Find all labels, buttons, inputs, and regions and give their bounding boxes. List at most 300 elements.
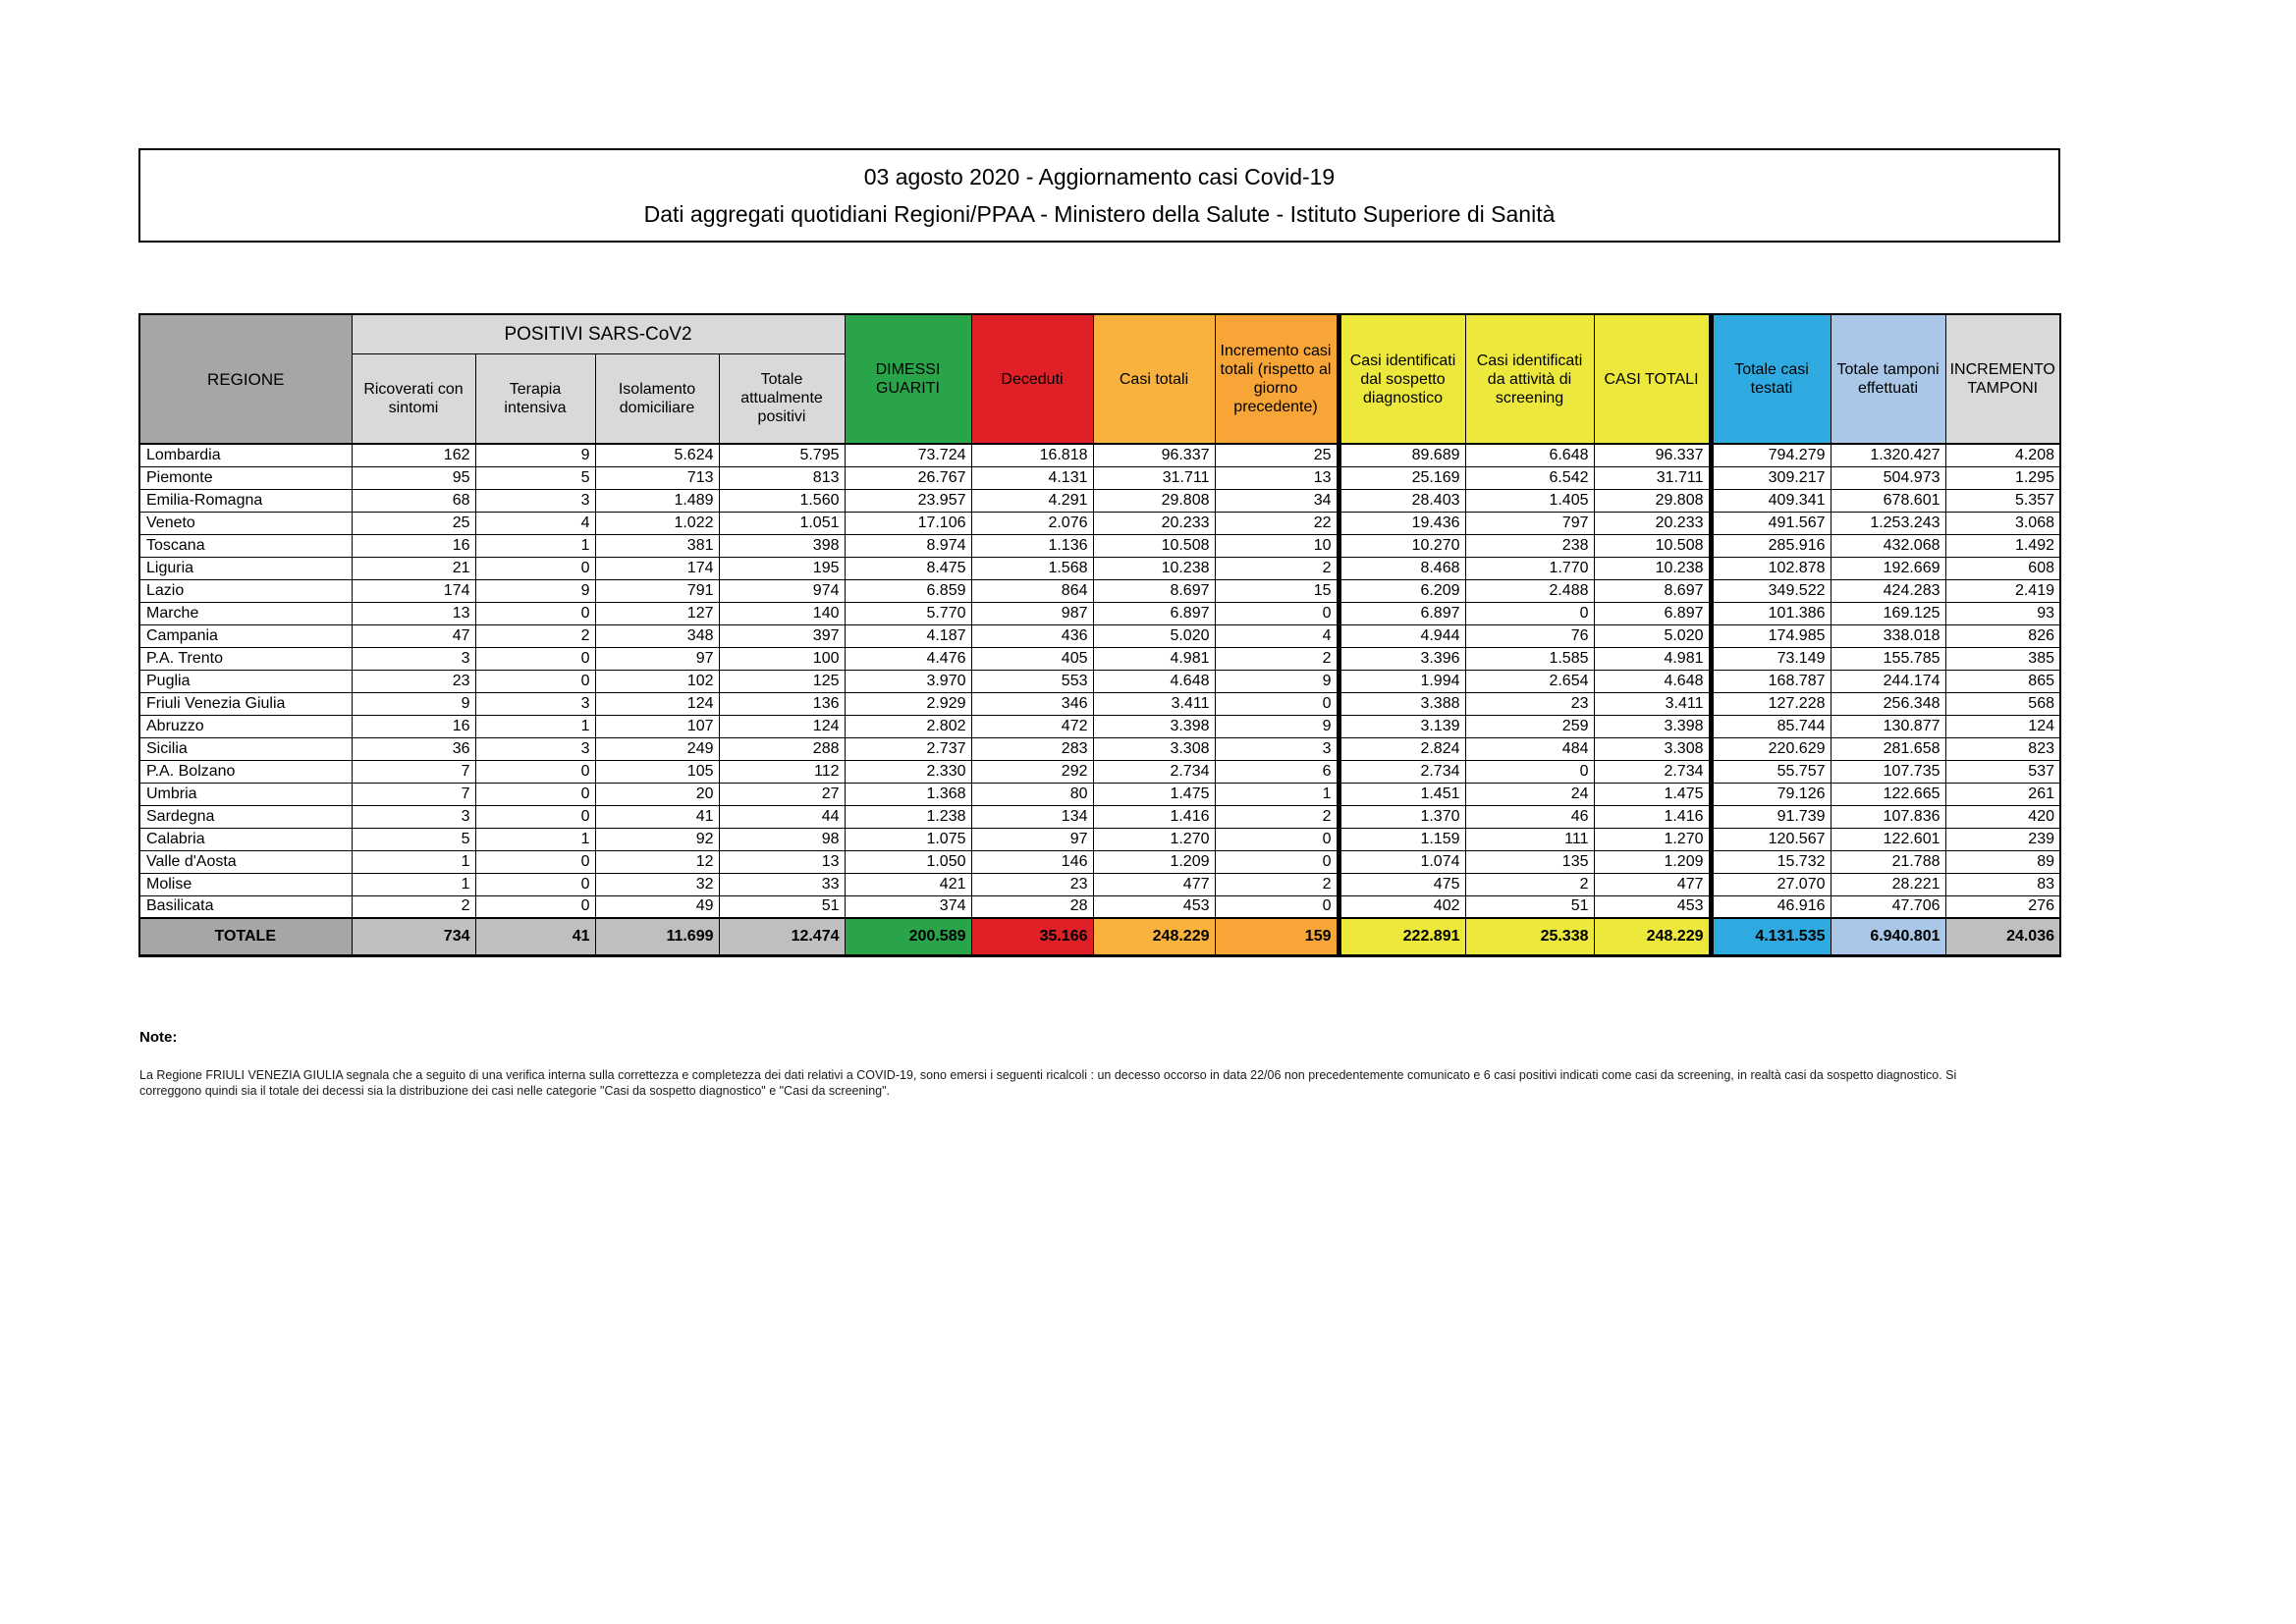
value-cell: 23	[1465, 692, 1594, 715]
value-cell: 1.050	[845, 850, 971, 873]
header-group-row	[139, 314, 2060, 353]
value-cell: 3.411	[1594, 692, 1711, 715]
value-cell: 4	[1215, 624, 1339, 647]
region-name: Friuli Venezia Giulia	[139, 692, 352, 715]
value-cell: 6.542	[1465, 466, 1594, 489]
region-name: P.A. Trento	[139, 647, 352, 670]
value-cell: 124	[595, 692, 719, 715]
table-row	[139, 715, 2060, 737]
col-header-casi-totali: Casi totali	[1093, 314, 1215, 444]
value-cell: 3.308	[1093, 737, 1215, 760]
value-cell: 1.320.427	[1831, 444, 1945, 466]
value-cell: 0	[475, 873, 595, 895]
value-cell: 5.795	[719, 444, 845, 466]
value-cell: 17.106	[845, 512, 971, 534]
table-row	[139, 602, 2060, 624]
value-cell: 1.253.243	[1831, 512, 1945, 534]
value-cell: 101.386	[1711, 602, 1831, 624]
value-cell: 107	[595, 715, 719, 737]
value-cell: 80	[971, 783, 1093, 805]
value-cell: 6.897	[1339, 602, 1465, 624]
value-cell: 3.411	[1093, 692, 1215, 715]
value-cell: 0	[1215, 602, 1339, 624]
value-cell: 10.238	[1093, 557, 1215, 579]
title-box	[138, 148, 2060, 243]
value-cell: 4	[475, 512, 595, 534]
value-cell: 0	[475, 647, 595, 670]
value-cell: 2	[352, 895, 475, 918]
value-cell: 5.020	[1594, 624, 1711, 647]
col-header-isolamento-domiciliare: Isolamento domiciliare	[595, 353, 719, 444]
value-cell: 33	[719, 873, 845, 895]
col-group-positivi-sars-cov2: POSITIVI SARS-CoV2	[352, 314, 845, 353]
value-cell: 420	[1945, 805, 2060, 828]
value-cell: 105	[595, 760, 719, 783]
value-cell: 23	[352, 670, 475, 692]
value-cell: 28.403	[1339, 489, 1465, 512]
value-cell: 6.859	[845, 579, 971, 602]
value-cell: 10.270	[1339, 534, 1465, 557]
region-name: Abruzzo	[139, 715, 352, 737]
value-cell: 823	[1945, 737, 2060, 760]
col-header-ricoverati-con-sintomi: Ricoverati con sintomi	[352, 353, 475, 444]
value-cell: 3	[475, 737, 595, 760]
region-name: Liguria	[139, 557, 352, 579]
table-row	[139, 805, 2060, 828]
value-cell: 34	[1215, 489, 1339, 512]
value-cell: 130.877	[1831, 715, 1945, 737]
value-cell: 97	[595, 647, 719, 670]
value-cell: 55.757	[1711, 760, 1831, 783]
value-cell: 96.337	[1093, 444, 1215, 466]
region-name: Campania	[139, 624, 352, 647]
value-cell: 865	[1945, 670, 2060, 692]
value-cell: 2.734	[1093, 760, 1215, 783]
value-cell: 25.338	[1465, 918, 1594, 955]
value-cell: 477	[1093, 873, 1215, 895]
value-cell: 8.974	[845, 534, 971, 557]
value-cell: 21	[352, 557, 475, 579]
value-cell: 349.522	[1711, 579, 1831, 602]
value-cell: 381	[595, 534, 719, 557]
value-cell: 1.416	[1093, 805, 1215, 828]
value-cell: 47.706	[1831, 895, 1945, 918]
value-cell: 1	[352, 873, 475, 895]
value-cell: 248.229	[1594, 918, 1711, 955]
value-cell: 1.270	[1594, 828, 1711, 850]
value-cell: 195	[719, 557, 845, 579]
table-row	[139, 512, 2060, 534]
value-cell: 4.944	[1339, 624, 1465, 647]
value-cell: 10.238	[1594, 557, 1711, 579]
table-row	[139, 873, 2060, 895]
value-cell: 89	[1945, 850, 2060, 873]
totale-row	[139, 918, 2060, 955]
value-cell: 9	[1215, 715, 1339, 737]
value-cell: 0	[475, 557, 595, 579]
value-cell: 9	[352, 692, 475, 715]
col-header-casi-screening: Casi identificati da attività di screening	[1465, 314, 1594, 444]
value-cell: 244.174	[1831, 670, 1945, 692]
col-header-totale-attualmente-positivi: Totale attualmente positivi	[719, 353, 845, 444]
value-cell: 16	[352, 534, 475, 557]
col-header-incremento-casi-totali: Incremento casi totali (rispetto al giorno precedente)	[1215, 314, 1339, 444]
value-cell: 424.283	[1831, 579, 1945, 602]
value-cell: 0	[1215, 692, 1339, 715]
value-cell: 7	[352, 783, 475, 805]
value-cell: 112	[719, 760, 845, 783]
value-cell: 159	[1215, 918, 1339, 955]
value-cell: 127.228	[1711, 692, 1831, 715]
col-header-casi-totali-identificati: CASI TOTALI	[1594, 314, 1711, 444]
value-cell: 292	[971, 760, 1093, 783]
value-cell: 432.068	[1831, 534, 1945, 557]
value-cell: 436	[971, 624, 1093, 647]
value-cell: 2	[475, 624, 595, 647]
value-cell: 249	[595, 737, 719, 760]
value-cell: 8.475	[845, 557, 971, 579]
value-cell: 0	[475, 895, 595, 918]
value-cell: 1.074	[1339, 850, 1465, 873]
col-header-deceduti: Deceduti	[971, 314, 1093, 444]
value-cell: 25	[352, 512, 475, 534]
value-cell: 1.451	[1339, 783, 1465, 805]
value-cell: 6.648	[1465, 444, 1594, 466]
value-cell: 346	[971, 692, 1093, 715]
value-cell: 2.419	[1945, 579, 2060, 602]
table-row	[139, 737, 2060, 760]
report-title: 03 agosto 2020 - Aggiornamento casi Covid-19	[863, 163, 1336, 189]
value-cell: 174.985	[1711, 624, 1831, 647]
value-cell: 95	[352, 466, 475, 489]
col-header-terapia-intensiva: Terapia intensiva	[475, 353, 595, 444]
value-cell: 734	[352, 918, 475, 955]
value-cell: 1.405	[1465, 489, 1594, 512]
region-name: Basilicata	[139, 895, 352, 918]
table-row	[139, 828, 2060, 850]
value-cell: 797	[1465, 512, 1594, 534]
value-cell: 8.697	[1594, 579, 1711, 602]
value-cell: 2.488	[1465, 579, 1594, 602]
value-cell: 2.734	[1594, 760, 1711, 783]
value-cell: 239	[1945, 828, 2060, 850]
value-cell: 51	[1465, 895, 1594, 918]
value-cell: 19.436	[1339, 512, 1465, 534]
value-cell: 5.357	[1945, 489, 2060, 512]
value-cell: 0	[475, 783, 595, 805]
value-cell: 1.475	[1594, 783, 1711, 805]
value-cell: 13	[1215, 466, 1339, 489]
value-cell: 0	[475, 805, 595, 828]
value-cell: 222.891	[1339, 918, 1465, 955]
value-cell: 5	[352, 828, 475, 850]
value-cell: 1.770	[1465, 557, 1594, 579]
value-cell: 713	[595, 466, 719, 489]
region-name: Sicilia	[139, 737, 352, 760]
value-cell: 2	[1215, 557, 1339, 579]
value-cell: 140	[719, 602, 845, 624]
value-cell: 32	[595, 873, 719, 895]
value-cell: 21.788	[1831, 850, 1945, 873]
region-name: Veneto	[139, 512, 352, 534]
value-cell: 259	[1465, 715, 1594, 737]
value-cell: 608	[1945, 557, 2060, 579]
value-cell: 73.724	[845, 444, 971, 466]
table-header	[139, 314, 2060, 444]
table-row	[139, 692, 2060, 715]
value-cell: 9	[475, 579, 595, 602]
value-cell: 10	[1215, 534, 1339, 557]
value-cell: 2.929	[845, 692, 971, 715]
value-cell: 89.689	[1339, 444, 1465, 466]
value-cell: 36	[352, 737, 475, 760]
value-cell: 7	[352, 760, 475, 783]
value-cell: 68	[352, 489, 475, 512]
value-cell: 25	[1215, 444, 1339, 466]
value-cell: 1	[352, 850, 475, 873]
value-cell: 24	[1465, 783, 1594, 805]
value-cell: 11.699	[595, 918, 719, 955]
value-cell: 6.897	[1594, 602, 1711, 624]
value-cell: 0	[1215, 850, 1339, 873]
value-cell: 6.940.801	[1831, 918, 1945, 955]
value-cell: 92	[595, 828, 719, 850]
value-cell: 3	[1215, 737, 1339, 760]
value-cell: 13	[719, 850, 845, 873]
value-cell: 2.737	[845, 737, 971, 760]
value-cell: 9	[475, 444, 595, 466]
value-cell: 3.068	[1945, 512, 2060, 534]
value-cell: 46	[1465, 805, 1594, 828]
value-cell: 26.767	[845, 466, 971, 489]
value-cell: 120.567	[1711, 828, 1831, 850]
value-cell: 453	[1594, 895, 1711, 918]
value-cell: 1.270	[1093, 828, 1215, 850]
region-name: Umbria	[139, 783, 352, 805]
value-cell: 261	[1945, 783, 2060, 805]
value-cell: 135	[1465, 850, 1594, 873]
value-cell: 4.131.535	[1711, 918, 1831, 955]
table-row	[139, 466, 2060, 489]
value-cell: 678.601	[1831, 489, 1945, 512]
table-row	[139, 850, 2060, 873]
region-name: Marche	[139, 602, 352, 624]
value-cell: 192.669	[1831, 557, 1945, 579]
value-cell: 491.567	[1711, 512, 1831, 534]
value-cell: 238	[1465, 534, 1594, 557]
value-cell: 348	[595, 624, 719, 647]
value-cell: 1.368	[845, 783, 971, 805]
value-cell: 79.126	[1711, 783, 1831, 805]
value-cell: 0	[475, 760, 595, 783]
value-cell: 27.070	[1711, 873, 1831, 895]
totale-label: TOTALE	[139, 918, 352, 955]
value-cell: 15	[1215, 579, 1339, 602]
value-cell: 472	[971, 715, 1093, 737]
value-cell: 484	[1465, 737, 1594, 760]
value-cell: 791	[595, 579, 719, 602]
value-cell: 10.508	[1594, 534, 1711, 557]
value-cell: 23	[971, 873, 1093, 895]
value-cell: 0	[475, 670, 595, 692]
table-row	[139, 783, 2060, 805]
value-cell: 22	[1215, 512, 1339, 534]
value-cell: 1.585	[1465, 647, 1594, 670]
value-cell: 987	[971, 602, 1093, 624]
value-cell: 283	[971, 737, 1093, 760]
value-cell: 402	[1339, 895, 1465, 918]
value-cell: 127	[595, 602, 719, 624]
value-cell: 3.396	[1339, 647, 1465, 670]
value-cell: 20.233	[1594, 512, 1711, 534]
value-cell: 385	[1945, 647, 2060, 670]
col-header-incremento-tamponi: INCREMENTO TAMPONI	[1945, 314, 2060, 444]
value-cell: 6	[1215, 760, 1339, 783]
value-cell: 3.970	[845, 670, 971, 692]
value-cell: 4.981	[1093, 647, 1215, 670]
value-cell: 169.125	[1831, 602, 1945, 624]
value-cell: 5.770	[845, 602, 971, 624]
value-cell: 288	[719, 737, 845, 760]
region-name: Sardegna	[139, 805, 352, 828]
covid-regions-table	[138, 313, 2061, 957]
table-row	[139, 579, 2060, 602]
value-cell: 124	[719, 715, 845, 737]
value-cell: 4.476	[845, 647, 971, 670]
value-cell: 421	[845, 873, 971, 895]
value-cell: 1.475	[1093, 783, 1215, 805]
value-cell: 256.348	[1831, 692, 1945, 715]
value-cell: 0	[1215, 895, 1339, 918]
value-cell: 20.233	[1093, 512, 1215, 534]
value-cell: 2	[1465, 873, 1594, 895]
value-cell: 8.468	[1339, 557, 1465, 579]
value-cell: 398	[719, 534, 845, 557]
value-cell: 3.398	[1093, 715, 1215, 737]
value-cell: 1.295	[1945, 466, 2060, 489]
value-cell: 2.734	[1339, 760, 1465, 783]
value-cell: 4.208	[1945, 444, 2060, 466]
value-cell: 31.711	[1093, 466, 1215, 489]
value-cell: 3	[352, 647, 475, 670]
value-cell: 111	[1465, 828, 1594, 850]
value-cell: 91.739	[1711, 805, 1831, 828]
value-cell: 200.589	[845, 918, 971, 955]
region-name: Lombardia	[139, 444, 352, 466]
value-cell: 1.560	[719, 489, 845, 512]
value-cell: 85.744	[1711, 715, 1831, 737]
value-cell: 309.217	[1711, 466, 1831, 489]
value-cell: 23.957	[845, 489, 971, 512]
region-name: Emilia-Romagna	[139, 489, 352, 512]
value-cell: 15.732	[1711, 850, 1831, 873]
value-cell: 405	[971, 647, 1093, 670]
value-cell: 281.658	[1831, 737, 1945, 760]
value-cell: 4.131	[971, 466, 1093, 489]
value-cell: 73.149	[1711, 647, 1831, 670]
table-row	[139, 760, 2060, 783]
value-cell: 475	[1339, 873, 1465, 895]
region-name: Piemonte	[139, 466, 352, 489]
value-cell: 1	[1215, 783, 1339, 805]
value-cell: 76	[1465, 624, 1594, 647]
value-cell: 1.370	[1339, 805, 1465, 828]
value-cell: 47	[352, 624, 475, 647]
value-cell: 2	[1215, 805, 1339, 828]
value-cell: 1	[475, 715, 595, 737]
value-cell: 3	[475, 489, 595, 512]
value-cell: 41	[595, 805, 719, 828]
value-cell: 6.209	[1339, 579, 1465, 602]
value-cell: 794.279	[1711, 444, 1831, 466]
value-cell: 1.075	[845, 828, 971, 850]
value-cell: 107.735	[1831, 760, 1945, 783]
value-cell: 338.018	[1831, 624, 1945, 647]
value-cell: 93	[1945, 602, 2060, 624]
value-cell: 102	[595, 670, 719, 692]
value-cell: 1.159	[1339, 828, 1465, 850]
value-cell: 1.416	[1594, 805, 1711, 828]
value-cell: 24.036	[1945, 918, 2060, 955]
notes-text: La Regione FRIULI VENEZIA GIULIA segnala che a seguito di una verifica interna sulla correttezza e completezza dei dati relativi a COVID-19, sono emersi i seguenti ricalcoli : un decesso occorso in data 22/06 non precedentemente comunicato e 6 casi positivi indicati come casi da screening, in realtà casi da sospetto diagnostico. Si correggono quindi sia il totale dei decessi sia la distribuzione dei casi nelle categorie "Casi da sospetto diagnostico" e "Casi da screening".	[139, 1068, 1957, 1098]
value-cell: 2.802	[845, 715, 971, 737]
value-cell: 12	[595, 850, 719, 873]
table-row	[139, 534, 2060, 557]
value-cell: 4.648	[1594, 670, 1711, 692]
value-cell: 1.489	[595, 489, 719, 512]
value-cell: 5	[475, 466, 595, 489]
value-cell: 537	[1945, 760, 2060, 783]
value-cell: 0	[475, 602, 595, 624]
value-cell: 0	[1465, 760, 1594, 783]
region-name: Valle d'Aosta	[139, 850, 352, 873]
col-header-casi-sospetto-diagnostico: Casi identificati dal sospetto diagnostico	[1339, 314, 1465, 444]
table-row	[139, 670, 2060, 692]
region-name: P.A. Bolzano	[139, 760, 352, 783]
value-cell: 2.654	[1465, 670, 1594, 692]
table-row	[139, 624, 2060, 647]
value-cell: 49	[595, 895, 719, 918]
value-cell: 100	[719, 647, 845, 670]
value-cell: 0	[1465, 602, 1594, 624]
value-cell: 146	[971, 850, 1093, 873]
value-cell: 409.341	[1711, 489, 1831, 512]
value-cell: 27	[719, 783, 845, 805]
value-cell: 125	[719, 670, 845, 692]
value-cell: 5.020	[1093, 624, 1215, 647]
value-cell: 1.492	[1945, 534, 2060, 557]
value-cell: 25.169	[1339, 466, 1465, 489]
value-cell: 1.136	[971, 534, 1093, 557]
value-cell: 46.916	[1711, 895, 1831, 918]
value-cell: 4.187	[845, 624, 971, 647]
value-cell: 2.824	[1339, 737, 1465, 760]
table-row	[139, 444, 2060, 466]
value-cell: 220.629	[1711, 737, 1831, 760]
value-cell: 285.916	[1711, 534, 1831, 557]
value-cell: 13	[352, 602, 475, 624]
col-header-dimessi-guariti: DIMESSI GUARITI	[845, 314, 971, 444]
value-cell: 826	[1945, 624, 2060, 647]
value-cell: 8.697	[1093, 579, 1215, 602]
value-cell: 453	[1093, 895, 1215, 918]
value-cell: 162	[352, 444, 475, 466]
value-cell: 0	[1215, 828, 1339, 850]
notes-title: Note:	[139, 1029, 178, 1046]
value-cell: 28.221	[1831, 873, 1945, 895]
value-cell: 83	[1945, 873, 2060, 895]
value-cell: 28	[971, 895, 1093, 918]
